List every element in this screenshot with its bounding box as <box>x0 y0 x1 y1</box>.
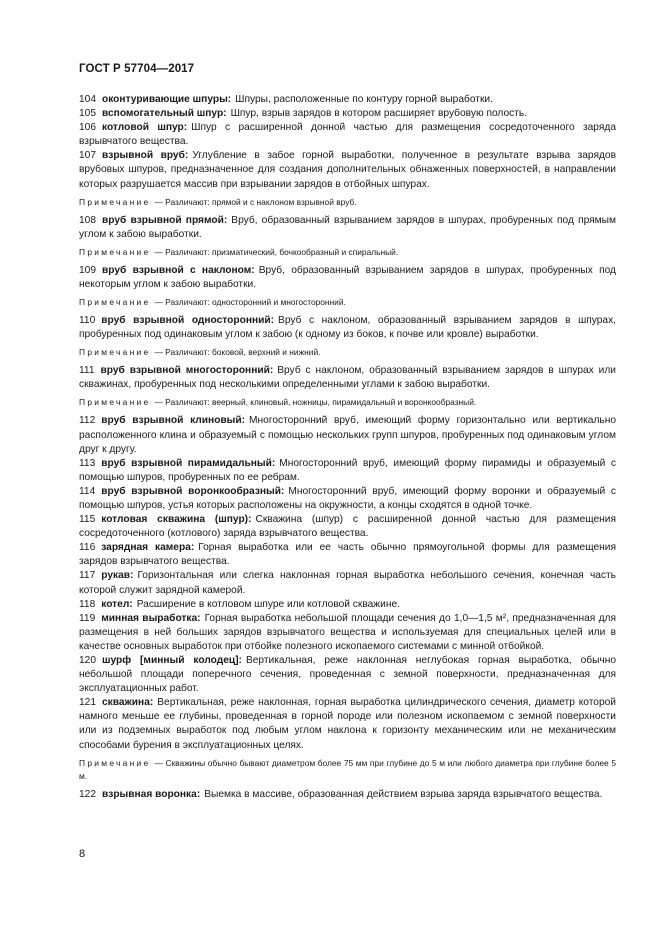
note-text: — Различают: односторонний и многосторонний. <box>154 297 346 308</box>
note <box>79 757 616 783</box>
term-number: 118 <box>79 598 96 610</box>
note-text: — Различают: прямой и с наклоном взрывной вруб. <box>154 196 357 207</box>
term-number: 106 <box>79 122 96 134</box>
term-entry <box>79 107 616 121</box>
term-title: вруб взрывной воронкообразный: <box>101 485 285 497</box>
term-number: 112 <box>79 415 96 427</box>
term-number: 105 <box>79 108 96 120</box>
note <box>79 296 616 309</box>
term-number: 111 <box>79 365 95 377</box>
term-definition: Шпур, взрыв зарядов в котором расширяет врубовую полость. <box>230 108 528 120</box>
term-title: котел: <box>101 598 133 610</box>
term-entry <box>79 696 616 752</box>
term-definition: Горизонтальная или слегка наклонная горная выработка небольшого сечения, конечная часть которой служит зарядной камерой. <box>79 570 616 596</box>
note-text: — Различают: призматический, бочкообразный и спиральный. <box>154 246 399 257</box>
term-entry <box>79 121 616 149</box>
term-title: вруб взрывной пирамидальный: <box>101 457 276 469</box>
term-entry <box>79 314 616 342</box>
term-number: 120 <box>79 655 96 666</box>
note-text: — Скважины обычно бывают диаметром более 75 мм при глубине до 5 м или любого диаметра при глубине более 5 м. <box>79 757 616 781</box>
term-definition: Горная выработка или ее часть обычно прямоугольной формы для размещения зарядов взрывчатого вещества. <box>79 542 616 568</box>
term-definition: Выемка в массиве, образованная действием взрыва заряда взрывчатого вещества. <box>204 788 603 800</box>
term-number: 109 <box>79 264 96 276</box>
term-number: 115 <box>79 514 96 526</box>
term-definition: Скважина (шпур) с расширенной донной частью для размещения сосредоточенного (котлового) заряда взрывчатого вещества. <box>79 514 617 540</box>
note-label: Примечание <box>79 397 151 408</box>
term-entry <box>79 598 616 612</box>
note <box>79 246 616 259</box>
note <box>79 346 616 359</box>
term-definition: Вертикальная, реже наклонная, горная выработка цилиндрического сечения, диаметр которой намного меньше ее глубины, проведенная в горной породе или полезном ископаемом с земной поверхности или из подземных выработок под любым углом наклона к горизонту механическим или не механическим способами бурения в эксплуатационных целях. <box>79 697 616 751</box>
term-entry <box>79 788 616 802</box>
term-title: взрывной вруб: <box>102 150 189 162</box>
note-label: Примечание <box>79 297 151 308</box>
term-title: оконтуривающие шпуры: <box>102 94 232 105</box>
term-entry <box>79 513 616 541</box>
term-entry <box>79 364 616 392</box>
term-title: скважина: <box>102 697 154 709</box>
note-label: Примечание <box>79 196 151 207</box>
term-definition: Многосторонний вруб, имеющий форму горизонтально или вертикально расположенного клина и образуемый с помощью нескольких групп шпуров, пробуренных под одинаковым углом друг к другу. <box>79 415 617 455</box>
term-definition: Шпур с расширенной донной частью для размещения сосредоточенного заряда взрывчатого вещества. <box>79 122 616 148</box>
term-number: 113 <box>79 457 96 469</box>
term-entry <box>79 569 616 597</box>
term-entry <box>79 414 616 456</box>
term-definition: Горная выработка небольшой площади сечения до 1,0—1,5 м², предназначенная для размещения в ней больших зарядов взрывчатого вещества и используемая для специальных целей или в качестве основных выработок при отбойке полезного ископаемого системами с минной отбойкой. <box>79 612 616 652</box>
term-number: 108 <box>79 214 96 226</box>
term-title: вспомогательный шпур: <box>102 108 227 120</box>
term-definition: Многосторонний вруб, имеющий форму воронки и образуемый с помощью шпуров, устья которых расположены на окружности, а концы сходятся в одной точке. <box>79 485 616 511</box>
term-title: шурф [минный колодец]: <box>102 655 242 666</box>
term-title: вруб взрывной односторонний: <box>101 315 275 327</box>
term-title: зарядная камера: <box>101 542 195 554</box>
term-number: 122 <box>79 788 96 800</box>
term-number: 107 <box>79 150 96 162</box>
note-text: — Различают: боковой, верхний и нижний. <box>154 347 321 358</box>
term-entry <box>79 93 616 107</box>
glossary-content <box>79 93 616 802</box>
term-definition: Вертикальная, реже наклонная неглубокая горная выработка, обычно небольшой площади поперечного сечения, проведенная с земной поверхности, предназначенная для эксплуатационных работ. <box>79 655 616 695</box>
term-definition: Вруб с наклоном, образованный взрыванием зарядов в шпурах или скважинах, пробуренных под несколькими определенными углами к забою выработки. <box>79 365 616 391</box>
term-definition: Вруб с наклоном, образованный взрыванием зарядов в шпурах, пробуренных под одинаковым углом к забою (к одному из боков, к почве или кровле) выработки. <box>79 315 616 341</box>
term-definition: Многосторонний вруб, имеющий форму пирамиды и образуемый с помощью шпуров, пробуренных по ее ребрам. <box>79 457 616 483</box>
term-number: 104 <box>79 94 96 105</box>
term-entry <box>79 485 616 513</box>
note <box>79 396 616 409</box>
term-number: 114 <box>79 485 96 497</box>
term-number: 117 <box>79 570 96 582</box>
term-title: рукав: <box>101 570 134 582</box>
term-entry <box>79 214 616 242</box>
term-title: вруб взрывной прямой: <box>102 214 228 226</box>
term-title: котловая скважина (шпур): <box>101 514 252 526</box>
term-number: 119 <box>79 612 96 624</box>
note-label: Примечание <box>79 347 151 358</box>
term-title: котловой шпур: <box>102 122 188 134</box>
note-label: Примечание <box>79 757 151 768</box>
term-entry <box>79 457 616 485</box>
term-title: вруб взрывной многосторонний: <box>100 365 274 377</box>
term-entry <box>79 541 616 569</box>
term-title: вруб взрывной с наклоном: <box>102 264 255 276</box>
term-definition: Вруб, образованный взрыванием зарядов в шпурах, пробуренных под прямым углом к забою выработки. <box>79 214 616 240</box>
term-number: 121 <box>79 697 96 709</box>
term-definition: Вруб, образованный взрыванием зарядов в шпурах, пробуренных под некоторым углом к забою выработки. <box>79 264 616 290</box>
note <box>79 196 616 209</box>
document-header: ГОСТ Р 57704—2017 <box>79 63 195 75</box>
term-definition: Шпуры, расположенные по контуру горной выработки. <box>235 94 493 105</box>
term-title: взрывная воронка: <box>102 788 201 800</box>
page-number: 8 <box>79 848 86 860</box>
term-number: 116 <box>79 542 96 554</box>
term-title: вруб взрывной клиновый: <box>101 415 246 427</box>
term-entry <box>79 149 616 191</box>
term-definition: Углубление в забое горной выработки, полученное в результате взрыва зарядов врубовых шпуров, предназначенное для создания дополнительных обнаженных поверхностей, в направлении которых разрушается массив при взрывании зарядов в отбойных шпурах. <box>79 150 617 190</box>
note-text: — Различают: веерный, клиновый, ножницы, пирамидальный и воронкообразный. <box>154 397 477 408</box>
term-number: 110 <box>79 315 96 327</box>
term-definition: Расширение в котловом шпуре или котловой скважине. <box>136 598 400 610</box>
term-entry <box>79 654 616 696</box>
term-title: минная выработка: <box>101 612 201 624</box>
term-entry <box>79 264 616 292</box>
note-label: Примечание <box>79 246 151 257</box>
term-entry <box>79 612 616 654</box>
